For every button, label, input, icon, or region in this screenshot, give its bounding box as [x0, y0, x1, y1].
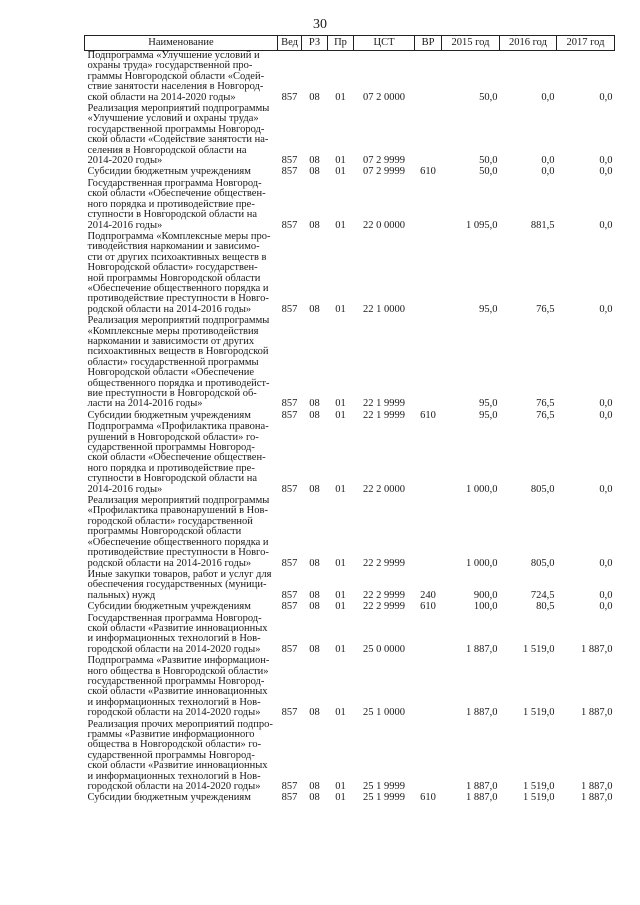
- row-ved: 857: [281, 557, 298, 569]
- row-2017: 0,0: [599, 166, 613, 178]
- row-2016: 805,0: [530, 483, 555, 495]
- row-cst: 22 2 9999: [363, 557, 405, 569]
- row-ved: 857: [281, 781, 298, 793]
- header-2015: 2015 год: [442, 36, 500, 51]
- row-ved: 857: [281, 483, 298, 495]
- row-name: Подпрограмма «Комплексные меры про- тиводействия наркомании и зависимо- сти от других психоактивных веществ в Новгородской области» государствен- ной программы Новгородской области «Обеспечение общественного порядка и противодействие преступности в Новго- родской области на 2014-2016 годы»: [87, 230, 271, 315]
- row-2017: 0,0: [599, 409, 613, 421]
- row-ved: 857: [281, 589, 298, 601]
- table-header-row: [85, 36, 615, 51]
- row-rz: 08: [309, 707, 320, 719]
- row-pr: 01: [335, 409, 346, 421]
- row-2016: 0,0: [541, 166, 555, 178]
- row-cst: 22 1 9999: [363, 409, 405, 421]
- row-2015: 50,0: [479, 166, 498, 178]
- row-cst: 25 1 9999: [363, 781, 405, 793]
- row-2015: 1 000,0: [466, 483, 498, 495]
- row-ved: 857: [281, 91, 298, 103]
- row-pr: 01: [335, 781, 346, 793]
- row-pr: 01: [335, 601, 346, 613]
- row-rz: 08: [309, 483, 320, 495]
- row-pr: 01: [335, 557, 346, 569]
- row-cst: 25 1 9999: [363, 792, 405, 804]
- row-2016: 1 519,0: [523, 781, 555, 793]
- table-row: [85, 496, 615, 570]
- row-vr: 610: [420, 601, 436, 613]
- table-row: [85, 656, 615, 719]
- row-pr: 01: [335, 219, 346, 231]
- row-name: Подпрограмма «Улучшение условий и охраны труда» государственной про- граммы Новгородской области «Содей- ствие занятости населения в Новгород- ской области на 2014-2020 годы»: [87, 50, 265, 103]
- row-2017: 1 887,0: [581, 707, 613, 719]
- table-row: [85, 602, 615, 613]
- row-cst: 22 2 9999: [363, 589, 405, 601]
- row-rz: 08: [309, 781, 320, 793]
- row-name: Реализация мероприятий подпрограммы «Профилактика правонарушений в Нов- городской области» государственной программы Новгородской области «Обеспечение общественного порядка и противодействие преступности в Новго- родской области на 2014-2016 годы»: [87, 495, 270, 569]
- row-2017: 0,0: [599, 483, 613, 495]
- page-number: 30: [313, 17, 327, 32]
- row-name: Субсидии бюджетным учреждениям: [87, 792, 251, 804]
- row-2016: 805,0: [530, 557, 555, 569]
- header-cst: ЦСТ: [354, 36, 415, 51]
- row-2015: 95,0: [479, 303, 498, 315]
- table-row: [85, 104, 615, 167]
- row-vr: [415, 316, 442, 411]
- row-rz: 08: [309, 589, 320, 601]
- row-2016: 76,5: [536, 409, 555, 421]
- row-pr: 01: [335, 707, 346, 719]
- row-ved: 857: [281, 792, 298, 804]
- row-2017: 0,0: [599, 589, 613, 601]
- row-rz: 08: [309, 557, 320, 569]
- row-vr: [415, 496, 442, 570]
- row-2015: 1 000,0: [466, 557, 498, 569]
- row-2015: 1 095,0: [466, 219, 498, 231]
- row-cst: 07 2 9999: [363, 155, 405, 167]
- row-2015: 50,0: [479, 91, 498, 103]
- row-ved: 857: [281, 303, 298, 315]
- row-vr: [415, 104, 442, 167]
- row-2015: 1 887,0: [466, 781, 498, 793]
- row-name: Реализация мероприятий подпрограммы «Улучшение условий и охраны труда» государственной программы Новгород- ской области «Содействие занятости на- селения в Новгородской области на 2014-2020 годы»: [87, 103, 270, 167]
- row-ved: 857: [281, 155, 298, 167]
- row-2016: 1 519,0: [523, 707, 555, 719]
- row-2015: 1 887,0: [466, 643, 498, 655]
- row-ved: 857: [281, 398, 298, 410]
- row-ved: 857: [281, 643, 298, 655]
- row-cst: 07 2 9999: [363, 166, 405, 178]
- row-2017: 0,0: [599, 155, 613, 167]
- header-pr: Пр: [328, 36, 354, 51]
- row-vr: 610: [420, 166, 436, 178]
- row-name: Государственная программа Новгород- ской области «Обеспечение обществен- ного порядка и противодействие пре- ступности в Новгородской области на 2014-2016 годы»: [87, 177, 266, 231]
- table-row: [85, 316, 615, 411]
- row-pr: 01: [335, 155, 346, 167]
- row-rz: 08: [309, 792, 320, 804]
- row-rz: 08: [309, 303, 320, 315]
- row-rz: 08: [309, 166, 320, 178]
- row-2017: 1 887,0: [581, 643, 613, 655]
- row-2017: 1 887,0: [581, 792, 613, 804]
- row-cst: 22 1 9999: [363, 398, 405, 410]
- row-2017: 0,0: [599, 91, 613, 103]
- row-cst: 25 0 0000: [363, 643, 405, 655]
- row-pr: 01: [335, 792, 346, 804]
- row-vr: [415, 720, 442, 794]
- row-rz: 08: [309, 155, 320, 167]
- row-name: Субсидии бюджетным учреждениям: [87, 601, 251, 613]
- row-pr: 01: [335, 91, 346, 103]
- row-2017: 0,0: [599, 219, 613, 231]
- row-2015: 900,0: [473, 589, 498, 601]
- table-row: [85, 51, 615, 105]
- row-pr: 01: [335, 166, 346, 178]
- row-2016: 76,5: [536, 398, 555, 410]
- row-2017: 0,0: [599, 601, 613, 613]
- row-name: Субсидии бюджетным учреждениям: [87, 166, 251, 178]
- row-vr: [415, 51, 442, 105]
- row-2016: 0,0: [541, 91, 555, 103]
- row-name: Иные закупки товаров, работ и услуг для обеспечения государственных (муници- пальных) нужд: [87, 568, 272, 601]
- row-rz: 08: [309, 91, 320, 103]
- row-vr: 610: [420, 409, 436, 421]
- row-vr: [415, 422, 442, 496]
- row-rz: 08: [309, 409, 320, 421]
- row-pr: 01: [335, 643, 346, 655]
- table-row: [85, 232, 615, 316]
- row-pr: 01: [335, 483, 346, 495]
- row-2017: 0,0: [599, 398, 613, 410]
- row-cst: 22 2 0000: [363, 483, 405, 495]
- row-ved: 857: [281, 219, 298, 231]
- row-2017: 0,0: [599, 303, 613, 315]
- table-row: [85, 614, 615, 657]
- row-name: Реализация прочих мероприятий подпро- граммы «Развитие информационного общества в Новгородской области» го- сударственной программы Новгород- ской области «Развитие инновационных и информационных технологий в Нов- городской области на 2014-2020 годы»: [87, 718, 273, 793]
- row-pr: 01: [335, 303, 346, 315]
- row-2015: 95,0: [479, 398, 498, 410]
- row-ved: 857: [281, 601, 298, 613]
- row-vr: 240: [420, 589, 436, 601]
- row-name: Субсидии бюджетным учреждениям: [87, 409, 251, 421]
- row-cst: 22 0 0000: [363, 219, 405, 231]
- row-cst: 25 1 0000: [363, 707, 405, 719]
- row-2015: 50,0: [479, 155, 498, 167]
- header-ved: Вед: [278, 36, 302, 51]
- table-row: [85, 720, 615, 794]
- row-vr: [415, 232, 442, 316]
- row-pr: 01: [335, 589, 346, 601]
- table-row: [85, 793, 615, 804]
- budget-table: [84, 35, 615, 805]
- row-name: Подпрограмма «Развитие информацион- ного общества в Новгородской области» государственной программы Новгород- ской области «Развитие инновационных и информационных технологий в Нов- городской области на 2014-2020 годы»: [87, 655, 270, 719]
- row-2015: 95,0: [479, 409, 498, 421]
- table-row: [85, 570, 615, 602]
- row-2015: 1 887,0: [466, 707, 498, 719]
- row-vr: 610: [420, 792, 436, 804]
- header-vr: ВР: [415, 36, 442, 51]
- row-cst: 07 2 0000: [363, 91, 405, 103]
- header-2017: 2017 год: [557, 36, 615, 51]
- table-row: [85, 179, 615, 232]
- row-2016: 1 519,0: [523, 792, 555, 804]
- row-rz: 08: [309, 398, 320, 410]
- row-vr: [415, 614, 442, 657]
- table-body: [85, 51, 615, 805]
- row-2016: 1 519,0: [523, 643, 555, 655]
- table-row: [85, 422, 615, 496]
- row-2017: 1 887,0: [581, 781, 613, 793]
- row-cst: 22 2 9999: [363, 601, 405, 613]
- row-ved: 857: [281, 707, 298, 719]
- row-2015: 1 887,0: [466, 792, 498, 804]
- row-2017: 0,0: [599, 557, 613, 569]
- row-2016: 0,0: [541, 155, 555, 167]
- row-2015: 100,0: [473, 601, 498, 613]
- header-2016: 2016 год: [500, 36, 557, 51]
- header-rz: РЗ: [302, 36, 328, 51]
- row-2016: 724,5: [530, 589, 555, 601]
- row-rz: 08: [309, 643, 320, 655]
- row-rz: 08: [309, 601, 320, 613]
- row-2016: 80,5: [536, 601, 555, 613]
- row-rz: 08: [309, 219, 320, 231]
- row-name: Государственная программа Новгород- ской области «Развитие инновационных и информационных технологий в Нов- городской области на 2014-2020 годы»: [87, 612, 268, 655]
- row-name: Подпрограмма «Профилактика правона- рушений в Новгородской области» го- сударственной программы Новгород- ской области «Обеспечение обществен- ного порядка и противодействие пре- ступности в Новгородской области на 2014-2016 годы»: [87, 421, 269, 495]
- row-name: Реализация мероприятий подпрограммы «Комплексные меры противодействия наркомании и зависимости от других психоактивных веществ в Новгородской области» государственной программы Новгородской области «Обеспечение общественного порядка и противодейст- вие преступности в Новгородской об- ласти на 2014-2016 годы»: [87, 315, 270, 410]
- row-cst: 22 1 0000: [363, 303, 405, 315]
- row-ved: 857: [281, 166, 298, 178]
- row-2016: 881,5: [530, 219, 555, 231]
- row-2016: 76,5: [536, 303, 555, 315]
- row-ved: 857: [281, 409, 298, 421]
- row-vr: [415, 179, 442, 232]
- row-pr: 01: [335, 398, 346, 410]
- row-vr: [415, 656, 442, 719]
- header-name: Наименование: [85, 36, 278, 51]
